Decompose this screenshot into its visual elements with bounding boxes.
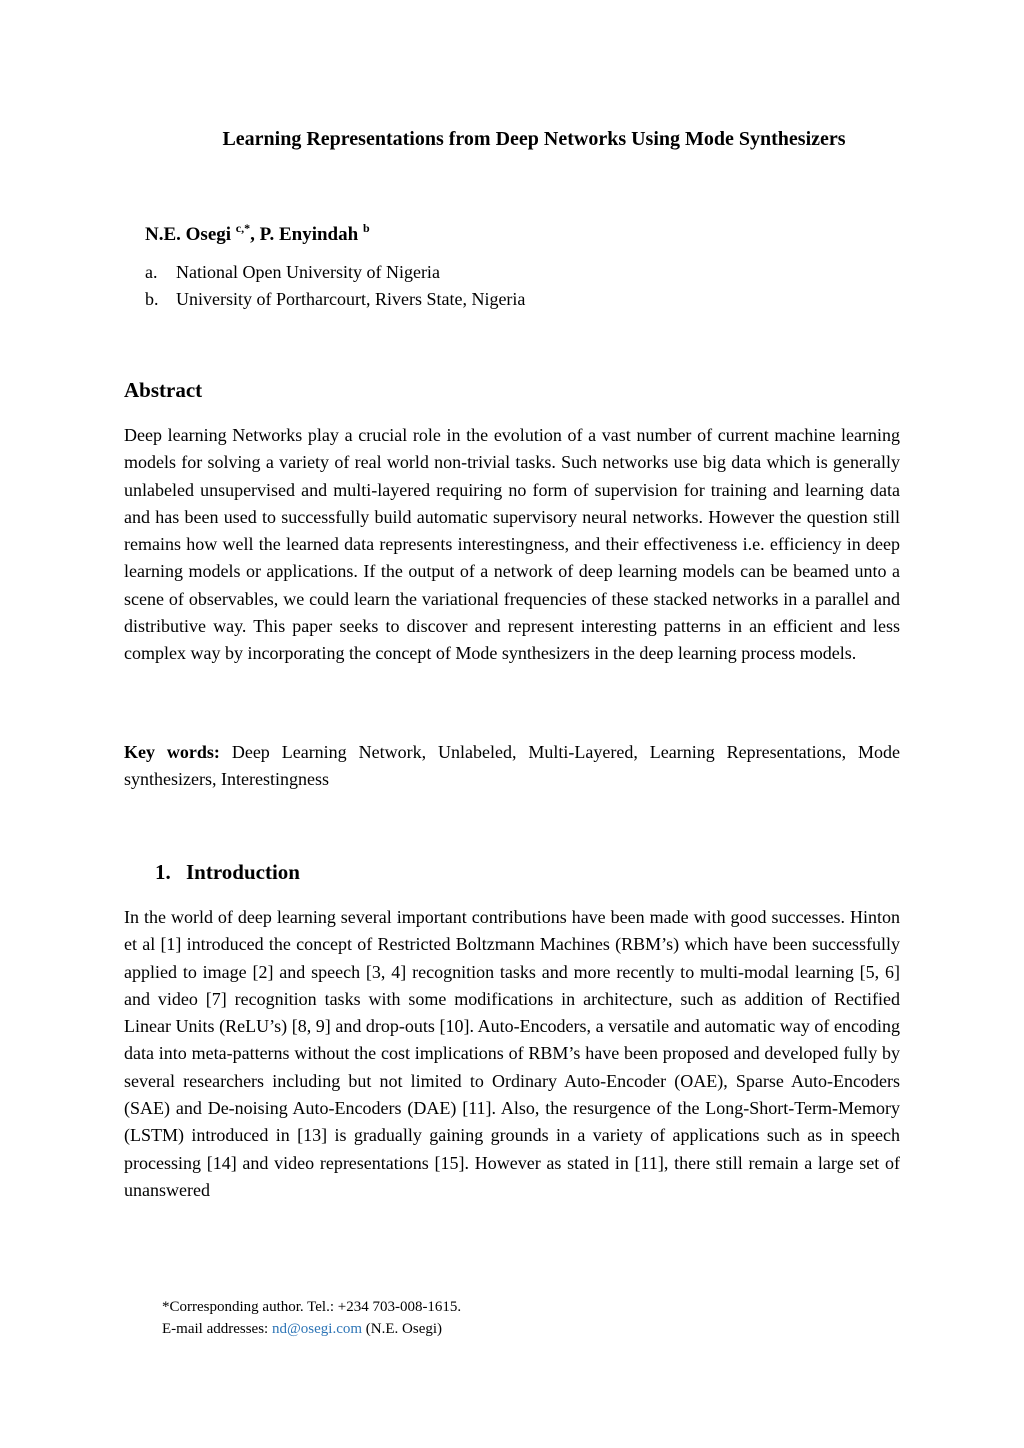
author-2-name: P. Enyindah [259,224,359,245]
affiliation-text: National Open University of Nigeria [176,262,440,282]
keywords-label: Key words: [124,742,220,762]
footnote-email-line [162,1318,461,1340]
affiliation-marker: b. [145,289,159,309]
email-link[interactable]: nd@osegi.com [271,1321,363,1337]
abstract-body: Deep learning Networks play a crucial role in the evolution of a vast number of current machine learning models for solving a variety of real world non-trivial tasks. Such networks use big data which is generally unlabeled unsupervised and multi-layered requiring no form of supervision for training and learning data and has been used to successfully build automatic supervisory neural networks. However the question still remains how well the learned data represents interestingness, and their effectiveness i.e. efficiency in deep learning models or applications. If the output of a network of deep learning models can be beamed unto a scene of observables, we could learn the variational frequencies of these stacked networks in a parallel and distributive way. This paper seeks to discover and represent interesting patterns in an efficient and less complex way by incorporating the concept of Mode synthesizers in the deep learning process models. [124,425,900,664]
affiliation-text: University of Portharcourt, Rivers State, Nigeria [176,289,526,309]
affiliation-item [145,286,525,313]
author-2-affiliation-mark: b [362,221,370,235]
affiliation-item [145,259,525,286]
introduction-heading [155,858,300,886]
author-separator: , [250,224,260,245]
author-line [145,215,370,248]
affiliation-list [145,259,525,313]
section-title: Introduction [186,860,300,884]
footnote-contact: *Corresponding author. Tel.: +234 703-008-1615. [162,1299,462,1315]
author-1-name: N.E. Osegi [145,224,232,245]
keywords-text: Deep Learning Network, Unlabeled, Multi-Layered, Learning Representations, Mode synthesizers, Interestingness [124,742,900,790]
email-label: E-mail addresses: [162,1321,272,1337]
keywords [124,739,900,794]
section-number: 1. [155,860,171,884]
corresponding-author-footnote [162,1296,461,1340]
introduction-body: In the world of deep learning several important contributions have been made with good successes. Hinton et al [1] introduced the concept of Restricted Boltzmann Machines (RBM’s) which have been successfully applied to image [2] and speech [3, 4] recognition tasks and more recently to multi-modal learning [5, 6] and video [7] recognition tasks with some modifications in architecture, such as addition of Rectified Linear Units (ReLU’s) [8, 9] and drop-outs [10]. Auto-Encoders, a versatile and automatic way of encoding data into meta-patterns without the cost implications of RBM’s have been proposed and developed fully by several researchers including but not limited to Ordinary Auto-Encoder (OAE), Sparse Auto-Encoders (SAE) and De-noising Auto-Encoders (DAE) [11]. Also, the resurgence of the Long-Short-Term-Memory (LSTM) introduced in [13] is gradually gaining grounds in a variety of applications such as in speech processing [14] and video representations [15]. However as stated in [11], there still remain a large set of unanswered [124,907,900,1200]
paper-title: Learning Representations from Deep Networks Using Mode Synthesizers [222,128,846,150]
affiliation-marker: a. [145,262,158,282]
author-1-affiliation-mark: c,* [235,221,251,235]
abstract-heading: Abstract [124,378,203,402]
email-owner: (N.E. Osegi) [362,1321,443,1337]
